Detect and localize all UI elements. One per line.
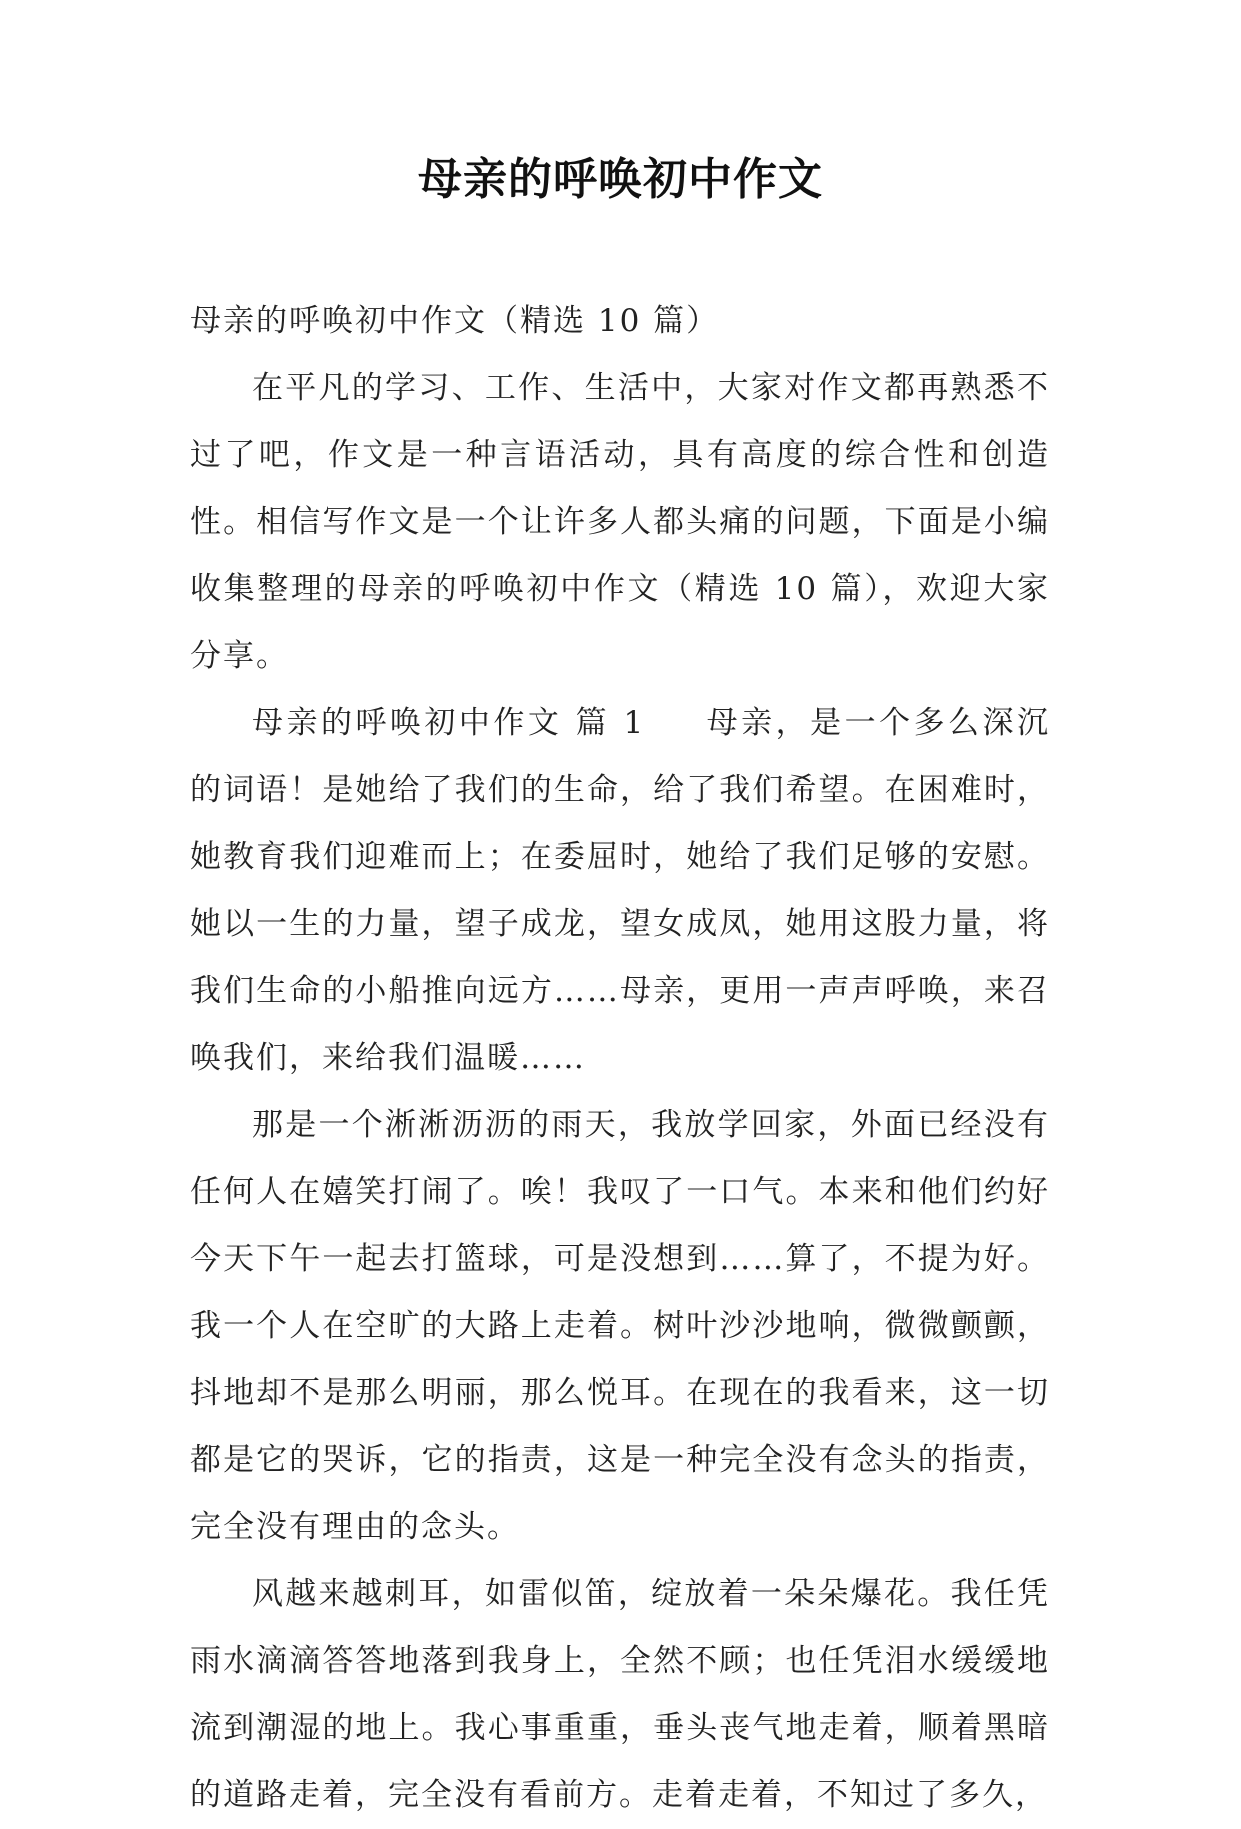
section-heading: 母亲的呼唤初中作文 篇 1 [252,705,646,741]
section-1-paragraph [190,690,1050,1092]
intro-paragraph: 在平凡的学习、工作、生活中，大家对作文都再熟悉不过了吧，作文是一种言语活动，具有高度的综合性和创造性。相信写作文是一个让许多人都头痛的问题，下面是小编收集整理的母亲的呼唤初中作文（精选 10 篇），欢迎大家分享。 [190,370,1050,674]
document-subtitle: 母亲的呼唤初中作文（精选 10 篇） [190,303,720,339]
document-title: 母亲的呼唤初中作文 [418,154,823,205]
section-first-text: 母亲，是一个多么深沉的词语！是她给了我们的生命，给了我们希望。在困难时，她教育我们迎难而上；在委屈时，她给了我们足够的安慰。她以一生的力量，望子成龙，望女成凤，她用这股力量，将我们生命的小船推向远方……母亲，更用一声声呼唤，来召唤我们，来给我们温暖…… [190,705,1051,1076]
document-body [190,288,1050,1829]
paragraph-2: 那是一个淅淅沥沥的雨天，我放学回家，外面已经没有任何人在嬉笑打闹了。唉！我叹了一口气。本来和他们约好今天下午一起去打篮球，可是没想到……算了，不提为好。我一个人在空旷的大路上走着。树叶沙沙地响，微微颤颤，抖地却不是那么明丽，那么悦耳。在现在的我看来，这一切都是它的哭诉，它的指责，这是一种完全没有念头的指责，完全没有理由的念头。 [190,1107,1050,1545]
paragraph-3: 风越来越刺耳，如雷似笛，绽放着一朵朵爆花。我任凭雨水滴滴答答地落到我身上，全然不顾；也任凭泪水缓缓地流到潮湿的地上。我心事重重，垂头丧气地走着，顺着黑暗的道路走着，完全没有看前方。走着走着，不知过了多久， [190,1576,1050,1813]
